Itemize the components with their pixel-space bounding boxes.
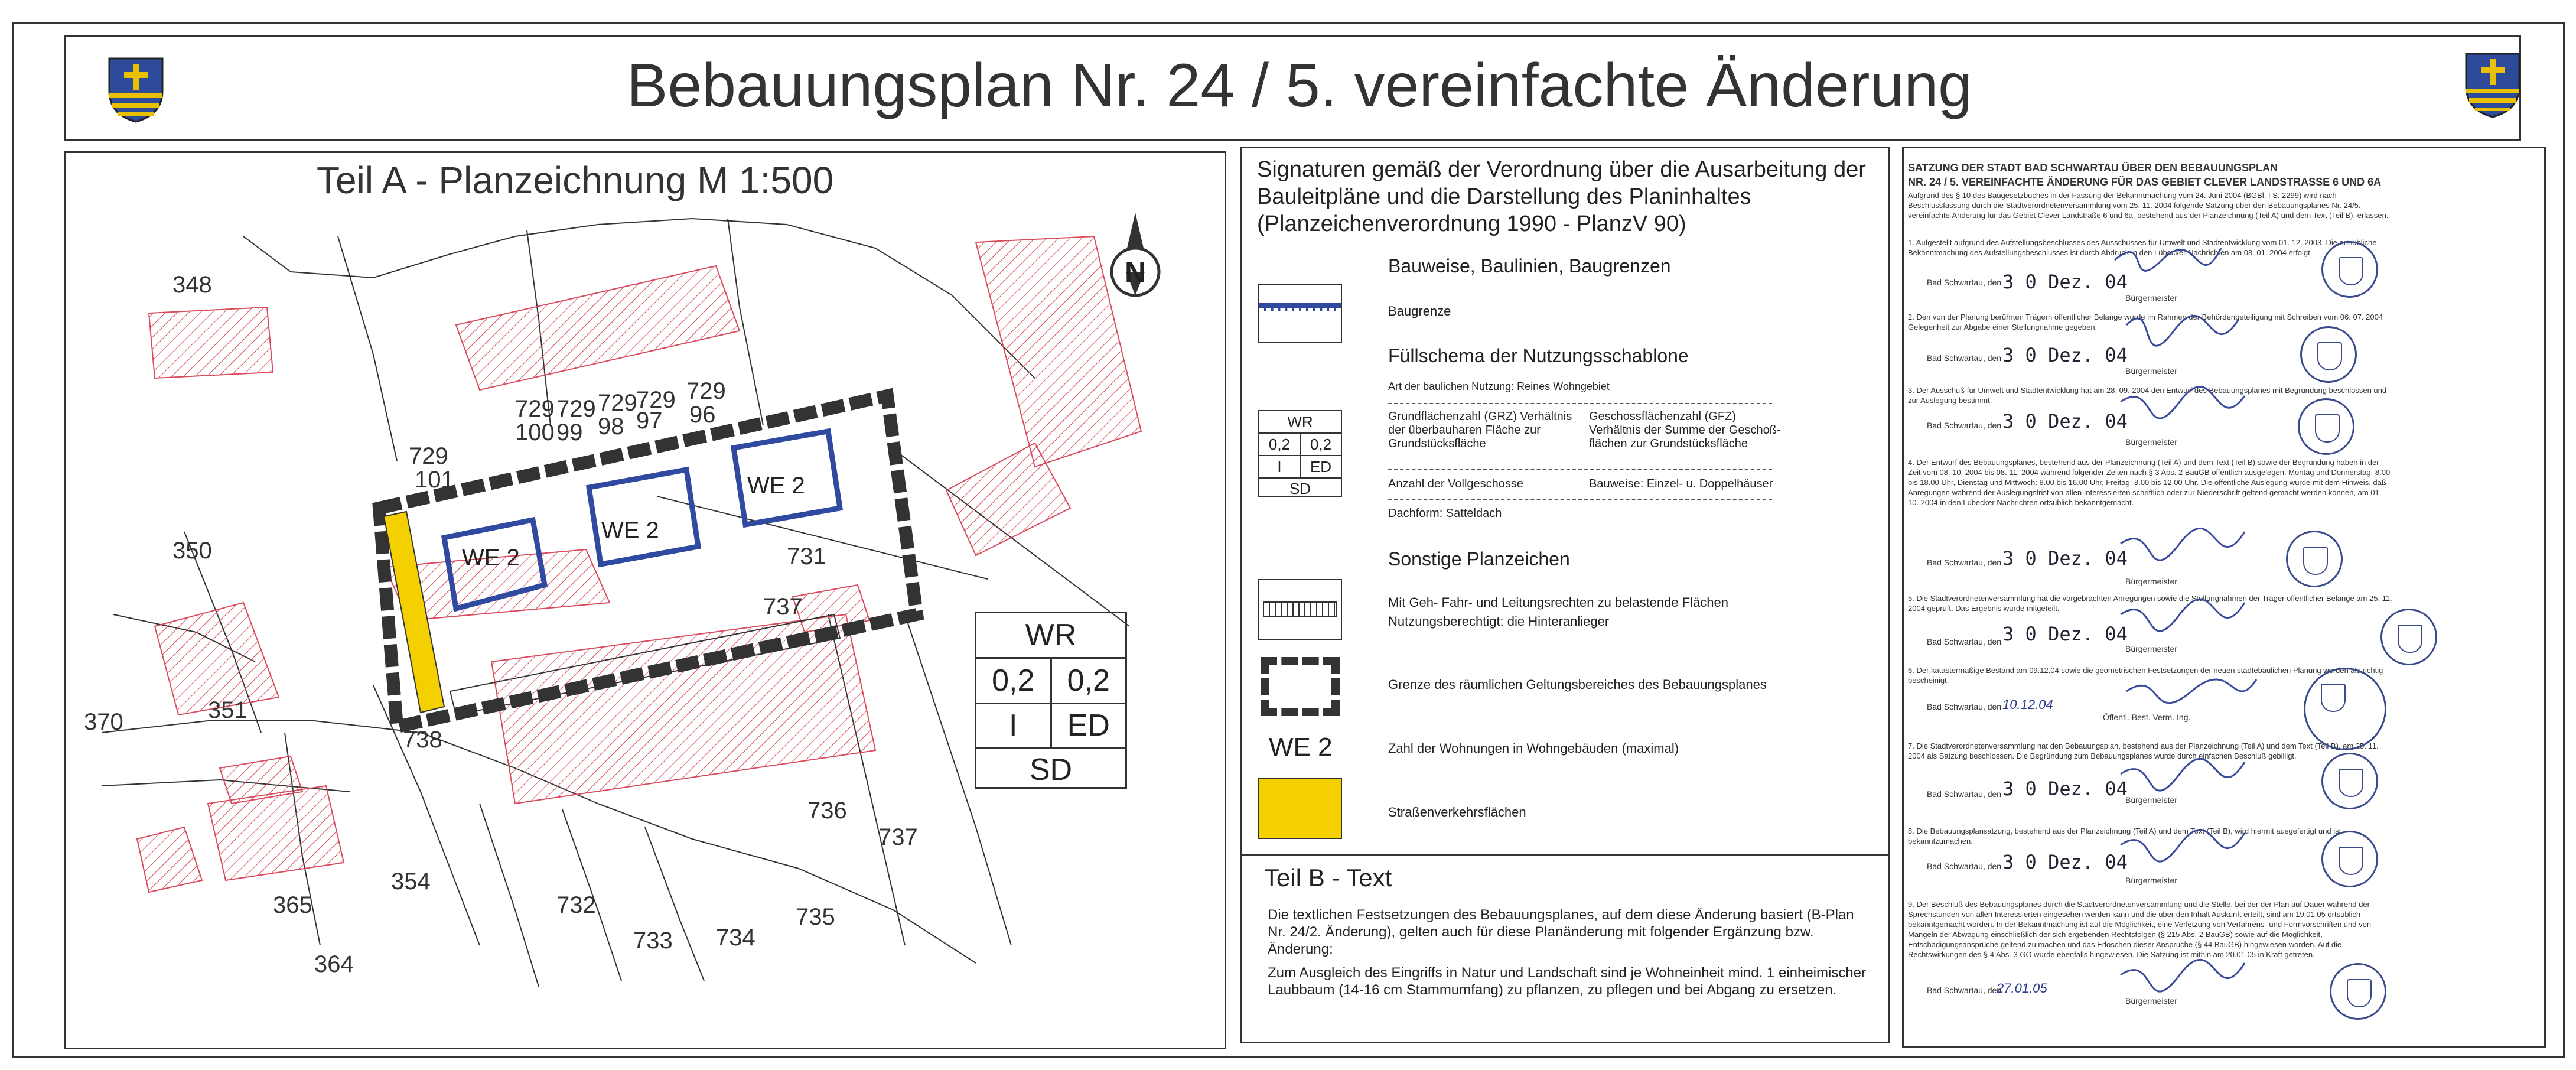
plan-title: Teil A - Planzeichnung M 1:500	[317, 159, 834, 201]
schablone-cell-grz: 0,2	[976, 659, 1052, 703]
satzung-item-8: 8. Die Bebauungsplansatzung, bestehend aus der Planzeichnung (Teil A) und dem Text (Teil B), wird hiermit ausgefertigt und ist bekanntzumachen.	[1908, 827, 2341, 845]
signer-5: Bürgermeister	[2125, 644, 2177, 653]
signature-strokes	[2103, 225, 2351, 1052]
parcel-label: 733	[633, 928, 673, 954]
legend-section-bauweise: Bauweise, Baulinien, Baugrenzen	[1388, 255, 1671, 277]
mini-cell-dach: SD	[1289, 480, 1311, 497]
date-9: 27.01.05	[1997, 981, 2047, 996]
place-1: Bad Schwartau, den	[1927, 278, 2002, 287]
signer-8: Bürgermeister	[2125, 876, 2177, 885]
coat-of-arms-right	[2463, 51, 2522, 119]
legend-geh-fahr: Mit Geh- Fahr- und Leitungsrechten zu belastende Flächen Nutzungsberechtigt: die Hinteranlieger	[1388, 595, 1728, 629]
parcel-label: 736	[807, 798, 847, 824]
parcel-label: 729	[515, 396, 555, 422]
legend-strasse: Straßenverkehrsflächen	[1388, 805, 1526, 819]
parcel-label: 350	[172, 538, 212, 564]
satzung-item-1: 1. Aufgestellt aufgrund des Aufstellungsbeschlusses des Ausschusses für Umwelt und Stadtentwicklung vom 01. 12. 2003. Die ortsübliche Bekanntmachung des Aufstellungsbeschlusses ist durch Abdruck in den Lübecker Nachrichten am 08. 01. 2004 erfolgt.	[1908, 238, 2377, 257]
legend-section-sonstige: Sonstige Planzeichen	[1388, 548, 1570, 570]
schablone-cell-gfz: 0,2	[1067, 664, 1110, 698]
legend-baugrenze: Baugrenze	[1388, 304, 1451, 318]
satzung-item-6: 6. Der katastermäßige Bestand am 09.12.04 sowie die geometrischen Festsetzungen der neuen städtebaulichen Planung werden als richtig bescheinigt.	[1908, 666, 2383, 685]
satzung-title-1: SATZUNG DER STADT BAD SCHWARTAU ÜBER DEN BEBAUUNGSPLAN	[1908, 162, 2278, 174]
parcel-label: 351	[208, 697, 247, 723]
place-5: Bad Schwartau, den	[1927, 637, 2002, 646]
teilb-body: Die textlichen Festsetzungen des Bebauungsplanes, auf dem diese Änderung basiert (B-Plan Nr. 24/2. Änderung), gelten auch für diese Planänderung mit folgender Ergänzung bzw. Änderung:	[1268, 907, 1854, 957]
signer-4: Bürgermeister	[2125, 577, 2177, 586]
mini-cell-grz: 0,2	[1259, 434, 1301, 455]
strasse-symbol	[1258, 778, 1342, 839]
legend-grz: Grundflächenzahl (GRZ) Verhältnis der überbauharen Fläche zur Grundstücksfläche	[1388, 410, 1572, 450]
parcel-label: 100	[515, 419, 555, 445]
satzung-item-9: 9. Der Beschluß des Bebauungsplanes durch die Stadtverordnetenversammlung und die Stelle, bei der der Plan auf Dauer während der Sprechstunden von allen Interessierten eingesehen werden kann und die über den Inhalt Auskunft erteilt, sind am 19.01.05 ortsüblich bekanntgemacht worden. In der Bekanntmachung ist auf die Möglichkeit, eine Verletzung von Verfahrens- und Formvorschriften und von Mängeln der Abwägung einschließlich der sich ergebenden Rechtsfolgen (§ 215 Abs. 2 BauGB) sowie auf die Möglichkeit, Entschädigungsansprüche geltend zu machen und das Erlöschen dieser Ansprüche (§ 44 BauGB) hingewiesen worden. Auf die Rechtswirkungen des § 4 Abs. 3 GO wurde ebenfalls hingewiesen. Die Satzung ist mithin am 20.01.05 in Kraft getreten.	[1908, 900, 2372, 959]
parcel-label: 364	[314, 951, 354, 977]
schablone-cell-bauweise: ED	[1067, 708, 1110, 743]
schablone-cell-wr: WR	[976, 613, 1125, 659]
teilb-title: Teil B - Text	[1264, 864, 1392, 892]
date-1: 3 0 Dez. 04	[2002, 271, 2128, 293]
date-5: 3 0 Dez. 04	[2002, 623, 2128, 645]
page-title: Bebauungsplan Nr. 24 / 5. vereinfachte Änderung	[626, 51, 1973, 120]
parcel-label: 735	[796, 904, 835, 930]
satzung-item-2: 2. Den von der Planung berührten Trägern öffentlicher Belange wurde im Rahmen der Behördenbeteiligung mit Schreiben vom 06. 07. 2004 Gelegenheit zur Abgabe einer Stellungnahme gegeben.	[1908, 313, 2383, 331]
north-label: N	[1124, 256, 1147, 289]
geltungsbereich-symbol	[1261, 657, 1340, 716]
signer-1: Bürgermeister	[2125, 293, 2177, 303]
legend-heading: Signaturen gemäß der Verordnung über die Ausarbeitung der Bauleitpläne und die Darstellung des Planinhaltes (Planzeichenverordnung 1990 - PlanzV 90)	[1257, 157, 1866, 236]
satzung-intro: Aufgrund des § 10 des Baugesetzbuches in der Fassung der Bekanntmachung vom 24. Juni 2004 (BGBl. I S. 2299) wird nach Beschlussfassung durch die Stadtverordnetenversammlung vom 25. 11. 2004 folgende Satzung über den Bebauungsplanes Nr. 24/5. vereinfachte Änderung für das Gebiet Clever Landstraße 6 und 6a, bestehend aus der Planzeichnung (Teil A) und dem Text (Teil B), erlassen.	[1908, 191, 2389, 220]
date-4: 3 0 Dez. 04	[2002, 547, 2128, 570]
legend-art: Art der baulichen Nutzung: Reines Wohngebiet	[1388, 380, 1610, 392]
parcel-label: 729	[598, 390, 637, 416]
parcel-label: 734	[716, 925, 755, 951]
parcel-label: 348	[172, 272, 212, 298]
we-label-1: WE 2	[462, 545, 520, 571]
parcel-label: 737	[878, 824, 918, 850]
mini-cell-geschosse: I	[1259, 456, 1301, 477]
mini-cell-gfz: 0,2	[1310, 435, 1332, 453]
parcel-label: 732	[556, 892, 596, 918]
date-3: 3 0 Dez. 04	[2002, 410, 2128, 432]
we-label-3: WE 2	[747, 473, 805, 499]
parcel-label: 365	[273, 892, 312, 918]
plan-nutzungsschablone	[975, 612, 1127, 789]
satzung-title-2: NR. 24 / 5. VEREINFACHTE ÄNDERUNG FÜR DAS GEBIET CLEVER LANDSTRASSE 6 UND 6A	[1908, 176, 2382, 188]
mini-cell-wr: WR	[1259, 411, 1341, 434]
schablone-cell-geschosse: I	[976, 704, 1052, 747]
parcel-label: 729	[686, 378, 726, 404]
satzung-item-7: 7. Die Stadtverordnetenversammlung hat den Bebauungsplan, bestehend aus der Planzeichnung (Teil A) und dem Text (Teil B), am 25. 11. 2004 als Satzung beschlossen. Die Begründung zum Bebauungsplanes wurde durch einfachen Beschluß gebilligt.	[1908, 741, 2379, 760]
mini-cell-bauweise: ED	[1310, 458, 1332, 476]
parcel-label: 738	[403, 727, 442, 753]
parcel-label: 731	[787, 544, 826, 570]
place-9: Bad Schwartau, den	[1927, 986, 2002, 995]
legend-bauweise: Bauweise: Einzel- u. Doppelhäuser	[1589, 477, 1773, 490]
parcel-label: 96	[689, 402, 716, 428]
parcel-label: 729	[556, 396, 596, 422]
place-7: Bad Schwartau, den	[1927, 789, 2002, 799]
seal-stamp-5	[2380, 609, 2437, 665]
we-label-2: WE 2	[601, 518, 659, 544]
signer-2: Bürgermeister	[2125, 366, 2177, 376]
coat-of-arms-left	[106, 56, 165, 124]
date-8: 3 0 Dez. 04	[2002, 851, 2128, 873]
satzung-item-3: 3. Der Ausschuß für Umwelt und Stadtentwicklung hat am 28. 09. 2004 den Entwurf des Bebauungsplanes mit Begründung beschlossen und zur Auslegung bestimmt.	[1908, 386, 2387, 405]
parcel-label: 737	[763, 594, 803, 620]
legend-gfz: Geschossflächenzahl (GFZ) Verhältnis der Summe der Geschoß-flächen zur Grundstücksfläche	[1589, 410, 1781, 450]
parcel-label: 370	[84, 709, 123, 735]
schablone-cell-dach: SD	[1029, 753, 1073, 787]
parcel-label: 101	[415, 467, 454, 493]
legend-dachform: Dachform: Satteldach	[1388, 507, 1502, 520]
date-7: 3 0 Dez. 04	[2002, 778, 2128, 800]
parcel-label: 729	[636, 387, 676, 413]
place-6: Bad Schwartau, den	[1927, 702, 2002, 711]
signer-7: Bürgermeister	[2125, 795, 2177, 805]
legend-vollgeschosse: Anzahl der Vollgeschosse	[1388, 477, 1524, 490]
signer-kataster: Öffentl. Best. Verm. Ing.	[2103, 713, 2191, 722]
place-4: Bad Schwartau, den	[1927, 558, 2002, 567]
signer-3: Bürgermeister	[2125, 437, 2177, 447]
teilb-divider	[1240, 854, 1890, 856]
parcel-label: 97	[636, 408, 663, 434]
place-8: Bad Schwartau, den	[1927, 861, 2002, 871]
parcel-label: 98	[598, 414, 624, 440]
parcel-label: 729	[409, 443, 448, 469]
teilb-body2: Zum Ausgleich des Eingriffs in Natur und Landschaft sind je Wohneinheit mind. 1 einheimischer Laubbaum (14-16 cm Stammumfang) zu pflanzen, zu pflegen und bei Abgang zu ersetzen.	[1268, 965, 1867, 998]
place-2: Bad Schwartau, den	[1927, 353, 2002, 363]
legend-we-symbol: WE 2	[1269, 733, 1333, 762]
parcel-label: 99	[556, 419, 583, 445]
legend-we-text: Zahl der Wohnungen in Wohngebäuden (maximal)	[1388, 741, 1679, 756]
geh-fahr-symbol	[1258, 579, 1342, 640]
satzung-item-4: 4. Der Entwurf des Bebauungsplanes, bestehend aus der Planzeichnung (Teil A) und dem Text (Teil B) sowie der Begründung haben in der Zeit vom 08. 10. 2004 bis 08. 11. 2004 während folgender Zeiten nach § 3 Abs. 2 BauGB öffentlich ausgelegen: Montag und Donnerstag: 8.00 bis 18.00 Uhr, Dienstag und Mittwoch: 8.00 bis 16.00 Uhr, Freitag: 8.00 bis 12.00 Uhr. Die öffentliche Auslegung wurde mit dem Hinweis, daß Anregungen während der Auslegungsfrist von allen Interessierten schriftlich oder zur Niederschrift geltend gemacht werden können, am 01. 10. 2004 in den Lübecker Nachrichten ortsüblich bekanntgemacht.	[1908, 458, 2391, 507]
baugrenze-symbol	[1258, 284, 1342, 343]
place-3: Bad Schwartau, den	[1927, 421, 2002, 430]
satzung-item-5: 5. Die Stadtverordnetenversammlung hat die vorgebrachten Anregungen sowie die Stellungnahmen der Träger öffentlicher Belange am 25. 11. 2004 geprüft. Das Ergebnis wurde mitgeteilt.	[1908, 594, 2392, 613]
parcel-label: 354	[391, 869, 431, 895]
legend-grenze: Grenze des räumlichen Geltungsbereiches des Bebauungsplanes	[1388, 677, 1767, 692]
date-6: 10.12.04	[2002, 697, 2053, 712]
date-2: 3 0 Dez. 04	[2002, 344, 2128, 366]
legend-section-schablone: Füllschema der Nutzungsschablone	[1388, 345, 1689, 366]
signer-9: Bürgermeister	[2125, 996, 2177, 1006]
legend-mini-schablone	[1258, 410, 1342, 497]
